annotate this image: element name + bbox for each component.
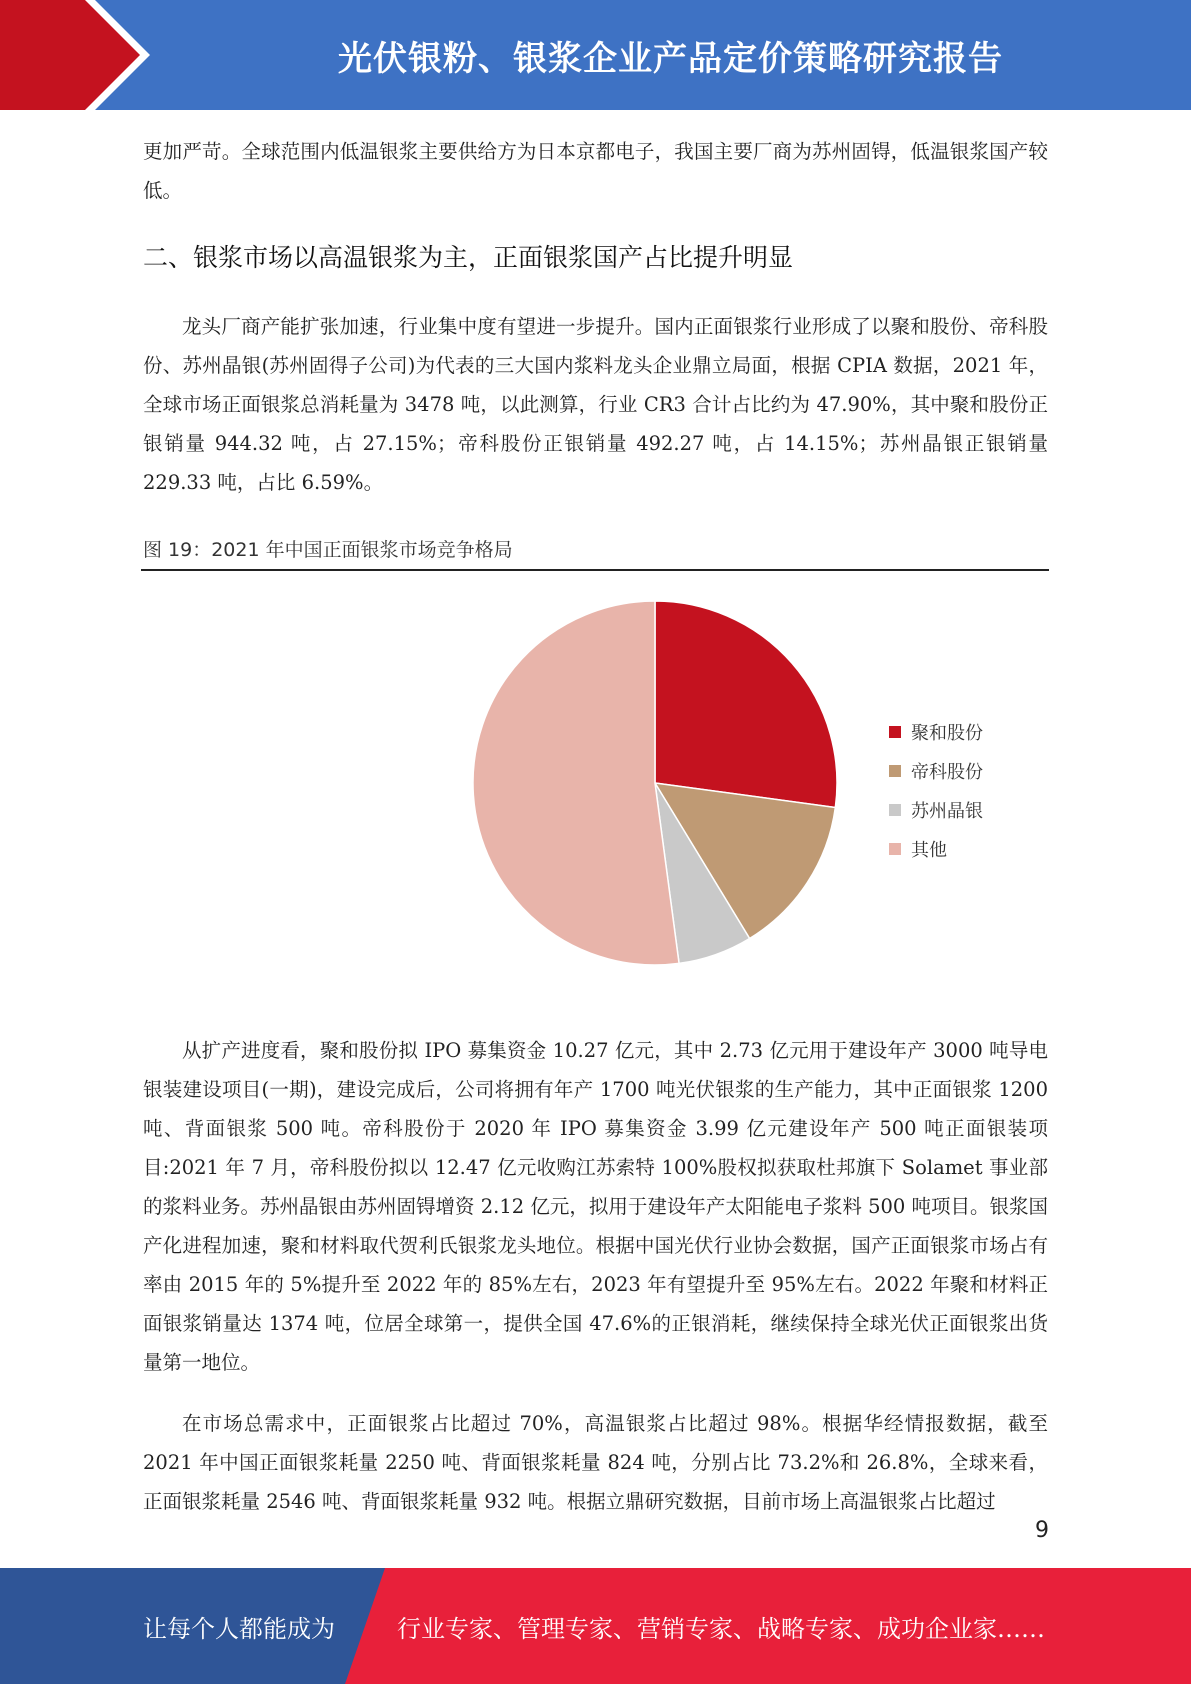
header-title: 光伏银粉、银浆企业产品定价策略研究报告: [338, 38, 1003, 79]
chart-legend: [889, 712, 983, 868]
legend-item: [889, 790, 983, 829]
page-number: 9: [1035, 1518, 1049, 1543]
figure-rule: [141, 569, 1049, 571]
page-footer: [0, 1568, 1191, 1684]
pie-slice: [655, 601, 837, 808]
figure-caption: 图 19：2021 年中国正面银浆市场竞争格局: [143, 539, 513, 561]
legend-swatch: [889, 726, 901, 738]
paragraph-2-block: [143, 1031, 1048, 1382]
paragraph-2: 从扩产进度看，聚和股份拟 IPO 募集资金 10.27 亿元，其中 2.73 亿元用于建设年产 3000 吨导电银装建设项目(一期)，建设完成后，公司将拥有年产 1700 吨光伏银浆的生产能力，其中正面银浆 1200 吨、背面银浆 500 吨。帝科股份于 2020 年 IPO 募集资金 3.99 亿元建设年产 500 吨正面银装项目:2021 年 7 月，帝科股份拟以 12.47 亿元收购江苏索特 100%股权拟获取杜邦旗下 Solamet 事业部的浆料业务。苏州晶银由苏州固锝增资 2.12 亿元，拟用于建设年产太阳能电子浆料 500 吨项目。银浆国产化进程加速，聚和材料取代贺利氏银浆龙头地位。根据中国光伏行业协会数据，国产正面银浆市场占有率由 2015 年的 5%提升至 2022 年的 85%左右，2023 年有望提升至 95%左右。2022 年聚和材料正面银浆销量达 1374 吨，位居全球第一，提供全国 47.6%的正银消耗，继续保持全球光伏正面银浆出货量第一地位。: [143, 1039, 1048, 1374]
legend-item: [889, 829, 983, 868]
legend-swatch: [889, 765, 901, 777]
legend-swatch: [889, 843, 901, 855]
legend-label: 帝科股份: [911, 761, 983, 783]
footer-slogan-right: 行业专家、管理专家、营销专家、战略专家、成功企业家……: [397, 1614, 1045, 1643]
intro-paragraph-block: [143, 132, 1048, 210]
pie-slice: [473, 601, 679, 965]
legend-label: 聚和股份: [911, 722, 983, 744]
legend-label: 苏州晶银: [911, 800, 983, 822]
legend-item: [889, 751, 983, 790]
paragraph-3: 在市场总需求中，正面银浆占比超过 70%，高温银浆占比超过 98%。根据华经情报数据，截至 2021 年中国正面银浆耗量 2250 吨、背面银浆耗量 824 吨，分别占比 73.2%和 26.8%，全球来看，正面银浆耗量 2546 吨、背面银浆耗量 932 吨。根据立鼎研究数据，目前市场上高温银浆占比超过: [143, 1412, 1048, 1513]
paragraph-1: 龙头厂商产能扩张加速，行业集中度有望进一步提升。国内正面银浆行业形成了以聚和股份、帝科股份、苏州晶银(苏州固得子公司)为代表的三大国内浆料龙头企业鼎立局面，根据 CPIA 数据，2021 年，全球市场正面银浆总消耗量为 3478 吨，以此测算，行业 CR3 合计占比约为 47.90%，其中聚和股份正银销量 944.32 吨，占 27.15%；帝科股份正银销量 492.27 吨，占 14.15%；苏州晶银正银销量 229.33 吨，占比 6.59%。: [143, 315, 1048, 494]
legend-swatch: [889, 804, 901, 816]
intro-paragraph: 更加严苛。全球范围内低温银浆主要供给方为日本京都电子，我国主要厂商为苏州固锝，低温银浆国产较低。: [143, 140, 1048, 202]
paragraph-3-block: [143, 1404, 1048, 1521]
legend-label: 其他: [911, 839, 947, 861]
section-heading: 二、银浆市场以高温银浆为主，正面银浆国产占比提升明显: [143, 243, 794, 272]
page-header: [0, 0, 1191, 110]
paragraph-1-block: [143, 307, 1048, 502]
footer-slogan-left: 让每个人都能成为: [143, 1614, 335, 1643]
legend-item: [889, 712, 983, 751]
header-arrow-decoration: [0, 0, 170, 110]
